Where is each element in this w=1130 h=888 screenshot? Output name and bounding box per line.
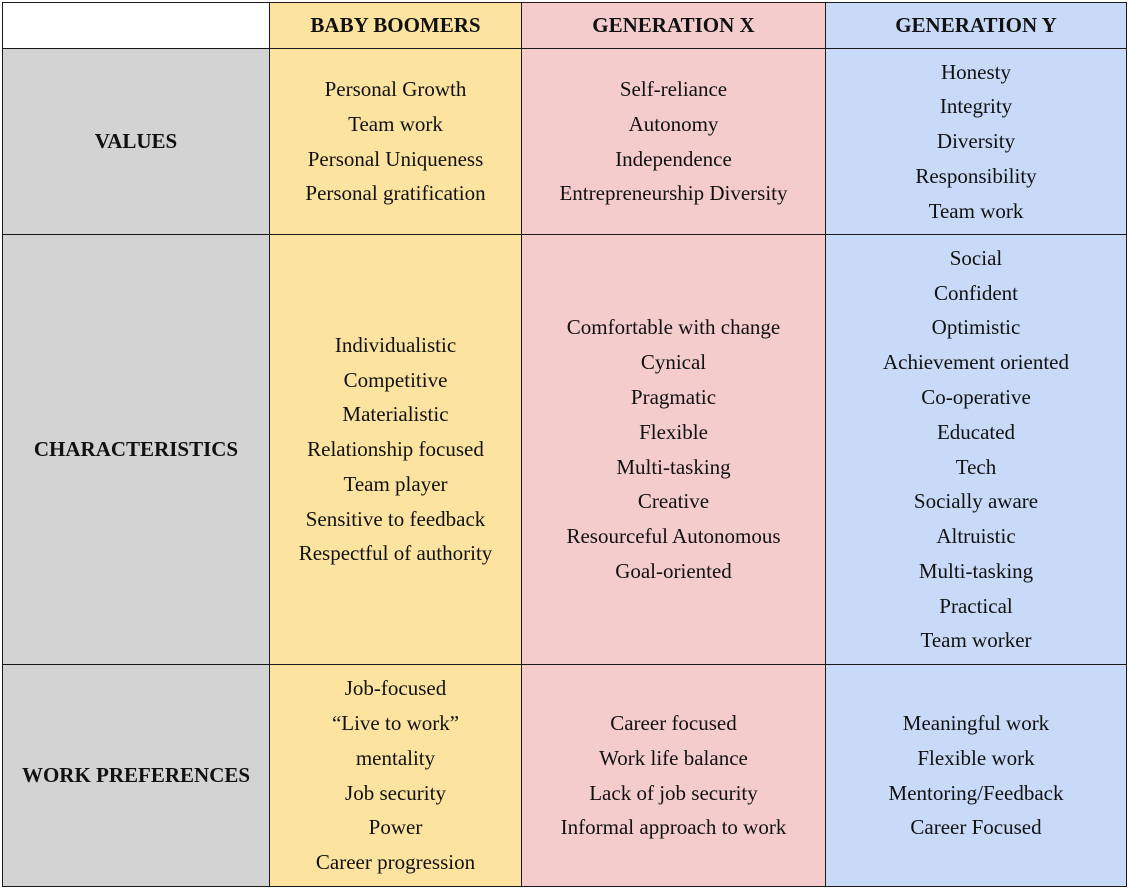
cell-line: Team worker — [920, 628, 1032, 653]
cell-line: Cynical — [640, 350, 707, 375]
cell-line: Resourceful Autonomous — [566, 524, 781, 549]
cell-line: Achievement oriented — [882, 350, 1069, 375]
cell-line-list — [270, 72, 521, 211]
header-row — [3, 3, 1127, 49]
cell-line: Personal Uniqueness — [307, 146, 484, 171]
cell-characteristics-baby-boomers — [270, 235, 522, 665]
cell-line: Job security — [345, 780, 446, 805]
cell-line: Lack of job security — [589, 780, 758, 805]
cell-line: Personal gratification — [305, 181, 486, 206]
cell-line-list — [522, 706, 825, 845]
cell-characteristics-generation-y — [826, 235, 1127, 665]
cell-line: Altruistic — [936, 524, 1016, 549]
cell-line-list — [522, 310, 825, 588]
cell-line: Work life balance — [599, 745, 748, 770]
table-row-characteristics — [3, 235, 1127, 665]
cell-line: Integrity — [939, 94, 1013, 119]
cell-values-generation-y — [826, 49, 1127, 235]
cell-line: Tech — [955, 454, 997, 479]
cell-line: Team work — [928, 198, 1024, 223]
cell-line: Career progression — [315, 850, 476, 875]
cell-line: Career Focused — [910, 815, 1042, 840]
cell-line: Pragmatic — [630, 384, 717, 409]
cell-line: Multi-tasking — [918, 558, 1034, 583]
header-generation-y: GENERATION Y — [826, 3, 1127, 49]
cell-line: Autonomy — [628, 111, 719, 136]
cell-line: Responsibility — [915, 163, 1037, 188]
cell-line: Sensitive to feedback — [305, 506, 486, 531]
cell-line: Creative — [637, 489, 710, 514]
cell-line: Goal-oriented — [615, 558, 732, 583]
cell-line: Individualistic — [334, 332, 457, 357]
table-row-work-preferences — [3, 665, 1127, 887]
cell-line-list — [270, 328, 521, 572]
cell-line: Team player — [343, 471, 448, 496]
table-row-values — [3, 49, 1127, 235]
cell-line: Career focused — [610, 710, 737, 735]
row-label-work-preferences: WORK PREFERENCES — [3, 665, 270, 887]
cell-line: Competitive — [343, 367, 448, 392]
cell-line: Self-reliance — [619, 76, 728, 101]
cell-values-generation-x — [522, 49, 826, 235]
cell-work-preferences-generation-x — [522, 665, 826, 887]
cell-line: Confident — [934, 280, 1018, 305]
cell-line-list — [826, 241, 1126, 659]
cell-line: Flexible work — [917, 745, 1035, 770]
cell-line-list — [826, 706, 1126, 845]
cell-characteristics-generation-x — [522, 235, 826, 665]
header-generation-x: GENERATION X — [522, 3, 826, 49]
corner-cell — [3, 3, 270, 49]
cell-line: mentality — [355, 745, 436, 770]
row-label-values: VALUES — [3, 49, 270, 235]
generations-comparison-table — [2, 2, 1127, 887]
cell-line: Meaningful work — [902, 710, 1050, 735]
cell-values-baby-boomers — [270, 49, 522, 235]
cell-line: Relationship focused — [307, 437, 484, 462]
cell-line: Personal Growth — [324, 76, 467, 101]
cell-line: Respectful of authority — [298, 541, 493, 566]
cell-line: Comfortable with change — [566, 315, 781, 340]
cell-line: Flexible — [639, 419, 708, 444]
cell-line: Social — [949, 245, 1003, 270]
cell-work-preferences-generation-y — [826, 665, 1127, 887]
cell-line: Power — [368, 815, 423, 840]
header-baby-boomers: BABY BOOMERS — [270, 3, 522, 49]
cell-line: Optimistic — [931, 315, 1021, 340]
cell-line-list — [270, 671, 521, 880]
cell-line-list — [826, 55, 1126, 229]
cell-line-list — [522, 72, 825, 211]
cell-line: Team work — [348, 111, 443, 136]
cell-line: “Live to work” — [331, 710, 460, 735]
cell-line: Job-focused — [344, 676, 447, 701]
cell-line: Materialistic — [342, 402, 449, 427]
cell-line: Honesty — [941, 59, 1011, 84]
row-label-characteristics: CHARACTERISTICS — [3, 235, 270, 665]
cell-line: Independence — [615, 146, 732, 171]
cell-line: Diversity — [936, 129, 1016, 154]
cell-line: Educated — [936, 419, 1016, 444]
cell-line: Informal approach to work — [560, 815, 787, 840]
cell-line: Mentoring/Feedback — [888, 780, 1064, 805]
cell-line: Practical — [939, 593, 1013, 618]
cell-line: Co-operative — [921, 384, 1031, 409]
cell-line: Multi-tasking — [616, 454, 731, 479]
cell-line: Entrepreneurship Diversity — [559, 181, 788, 206]
cell-work-preferences-baby-boomers — [270, 665, 522, 887]
cell-line: Socially aware — [913, 489, 1039, 514]
